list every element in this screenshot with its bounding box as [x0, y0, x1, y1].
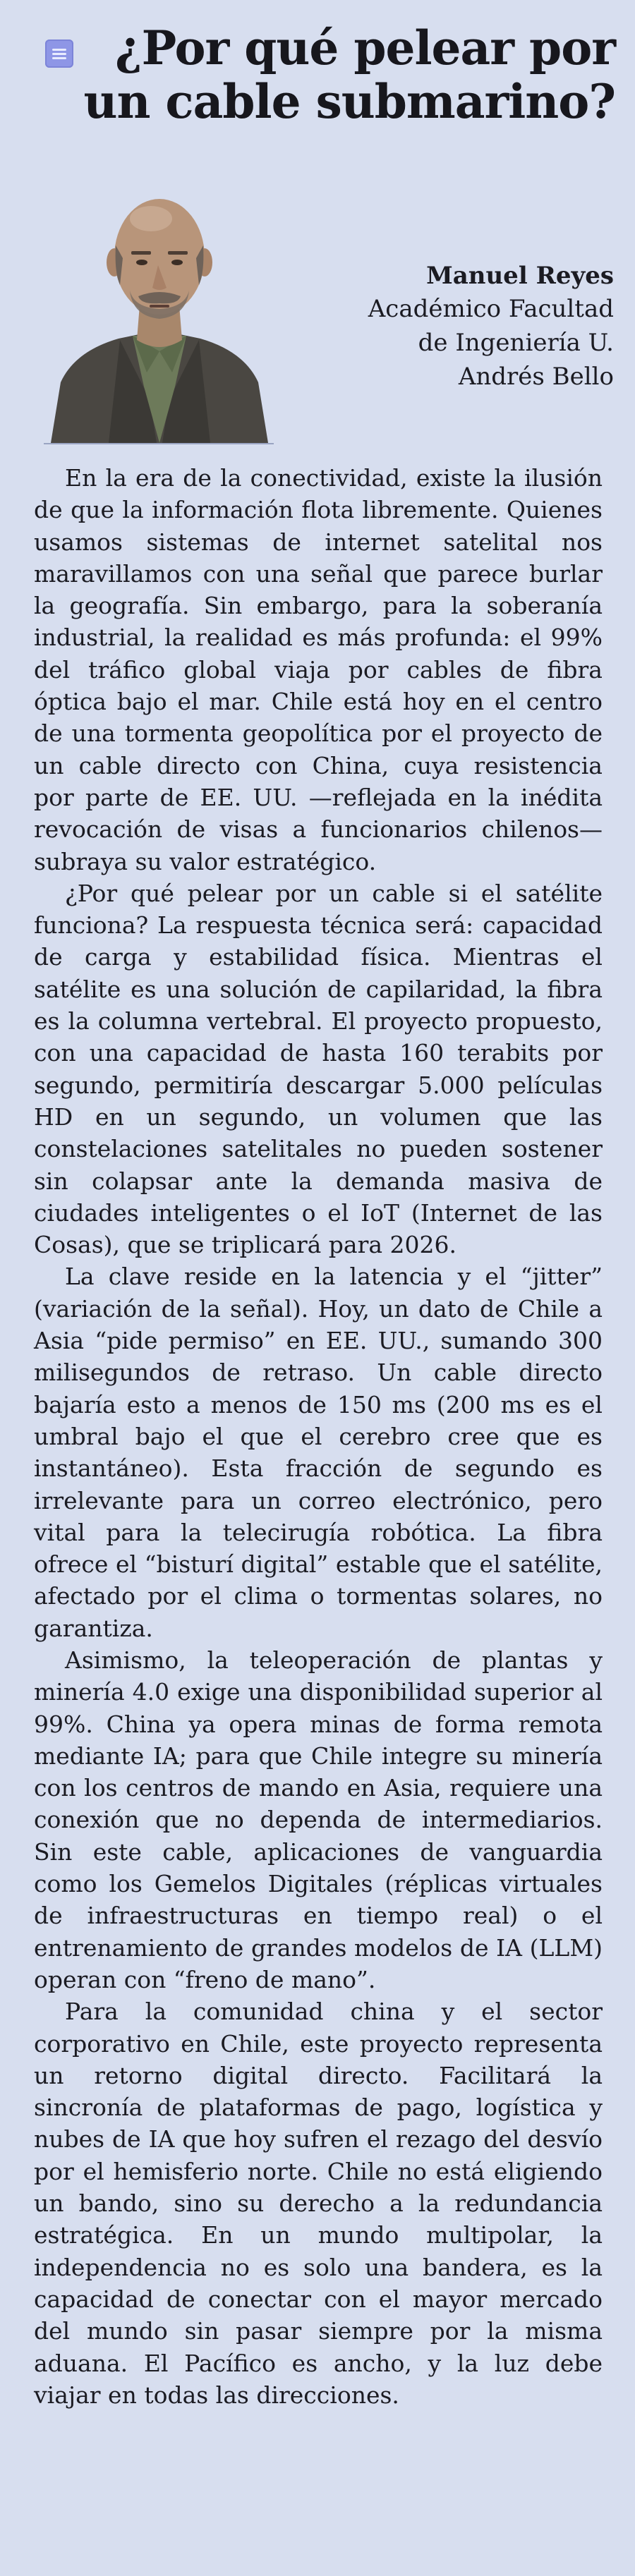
article-icon: [45, 40, 73, 68]
article-title: ¿Por qué pelear por un cable submarino?: [83, 20, 615, 129]
article-paragraph: Para la comunidad china y el sector corporativo en Chile, este proyecto representa un retorno digital directo. Facilitará la sincronía de plataformas de pago, logística y nubes de IA que hoy sufren el rezago del desvío por el hemisferio norte. Chile no está eligiendo un bando, sino su derecho a la redundancia estratégica. En un mundo multipolar, la independencia no es solo una bandera, es la capacidad de conectar con el mayor mercado del mundo sin pasar siempre por la misma aduana. El Pacífico es ancho, y la luz debe viajar en todas las direcciones.: [34, 1998, 603, 2409]
article-body: [34, 462, 603, 2411]
author-photo: [44, 166, 274, 444]
author-name: Manuel Reyes: [426, 262, 614, 290]
author-portrait-icon: [44, 166, 274, 443]
article-paragraph: Asimismo, la teleoperación de plantas y minería 4.0 exige una disponibilidad superior al 99%. China ya opera minas de forma remota mediante IA; para que Chile integre su minería con los centros de mando en Asia, requiere una conexión que no dependa de intermediarios. Sin este cable, aplicaciones de vanguardia como los Gemelos Digitales (réplicas virtuales de infraestructuras en tiempo real) o el entrenamiento de grandes modelos de IA (LLM) operan con “freno de mano”.: [34, 1646, 603, 1993]
author-role-line: Académico Facultad: [368, 295, 614, 323]
author-block: [0, 154, 635, 450]
article-paragraph: La clave reside en la latencia y el “jitter” (variación de la señal). Hoy, un dato de Chile a Asia “pide permiso” en EE. UU., sumando 300 milisegundos de retraso. Un cable directo bajaría esto a menos de 150 ms (200 ms es el umbral bajo el que el cerebro cree que es instantáneo). Esta fracción de segundo es irrelevante para un correo electrónico, pero vital para la telecirugía robótica. La fibra ofrece el “bisturí digital” estable que el satélite, afectado por el clima o tormentas solares, no garantiza.: [34, 1263, 603, 1642]
author-role-line: Andrés Bello: [458, 363, 614, 391]
article-paragraph: ¿Por qué pelear por un cable si el satélite funciona? La respuesta técnica será: capacidad de carga y estabilidad física. Mientras el satélite es una solución de capilaridad, la fibra es la columna vertebral. El proyecto propuesto, con una capacidad de hasta 160 terabits por segundo, permitiría descargar 5.000 películas HD en un segundo, un volumen que las constelaciones satelitales no pueden sostener sin colapsar ante la demanda masiva de ciudades inteligentes o el IoT (Internet de las Cosas), que se triplicará para 2026.: [34, 879, 603, 1259]
author-role-line: de Ingeniería U.: [418, 329, 614, 357]
byline: [303, 260, 614, 394]
article-paragraph: En la era de la conectividad, existe la ilusión de que la información flota libremente. Quienes usamos sistemas de internet satelital nos maravillamos con una señal que parece burlar la geografía. Sin embargo, para la soberanía industrial, la realidad es más profunda: el 99% del tráfico global viaja por cables de fibra óptica bajo el mar. Chile está hoy en el centro de una tormenta geopolítica por el proyecto de un cable directo con China, cuya resistencia por parte de EE. UU. —reflejada en la inédita revocación de visas a funcionarios chilenos— subraya su valor estratégico.: [34, 464, 603, 875]
article-header: [0, 0, 635, 154]
